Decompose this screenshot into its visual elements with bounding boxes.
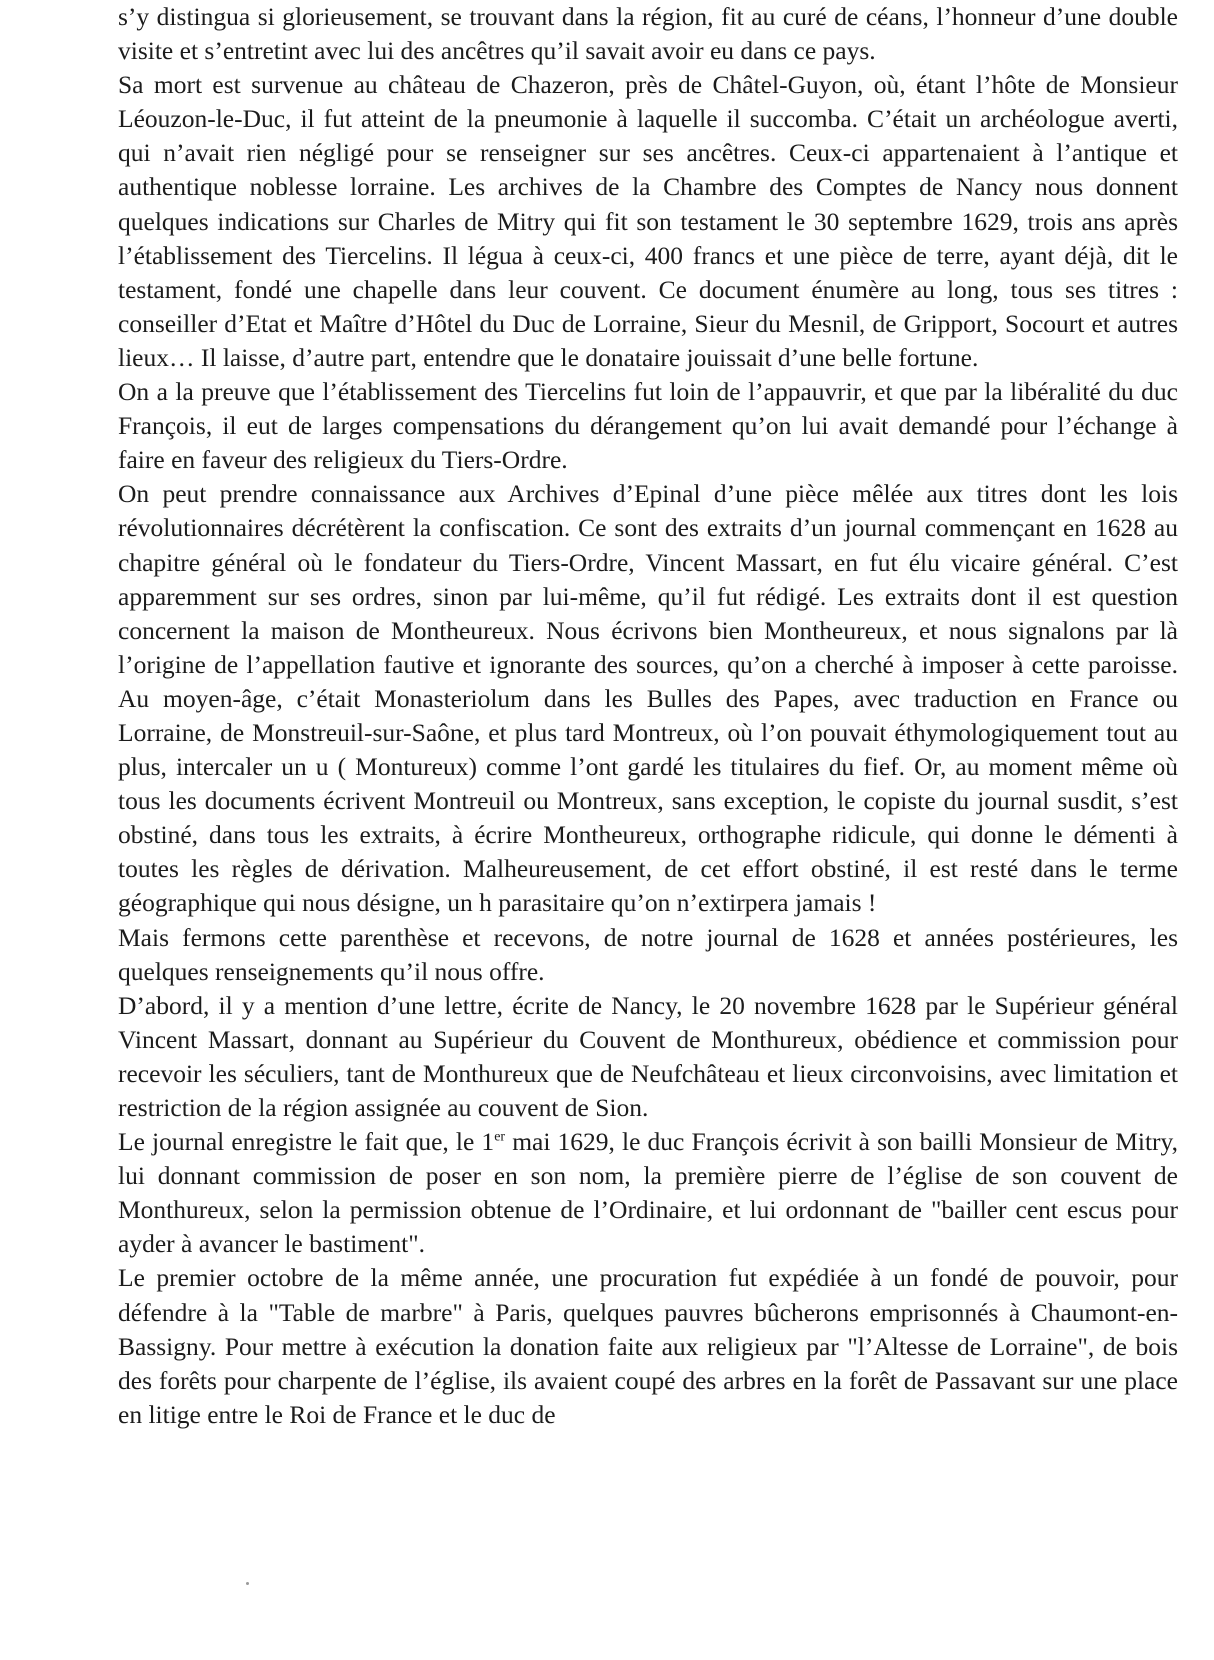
paragraph-3: On a la preuve que l’établissement des Tiercelins fut loin de l’appauvrir, et que par la libéralité du duc François, il eut de larges compensations du dérangement qu’on lui avait demandé pour l’échange à faire en faveur des religieux du Tiers-Ordre. <box>118 377 1178 475</box>
paragraph-1: s’y distingua si glorieusement, se trouvant dans la région, fit au curé de céans, l’honneur d’une double visite et s’entretint avec lui des ancêtres qu’il savait avoir eu dans ce pays. <box>118 2 1178 66</box>
paragraph-6: D’abord, il y a mention d’une lettre, écrite de Nancy, le 20 novembre 1628 par le Supérieur général Vincent Massart, donnant au Supérieur du Couvent de Monthureux, obédience et commission pour recevoir les séculiers, tant de Monthureux que de Neufchâteau et lieux circonvoisins, avec limitation et restriction de la région assignée au couvent de Sion. <box>118 990 1178 1122</box>
paragraph-4: On peut prendre connaissance aux Archives d’Epinal d’une pièce mêlée aux titres dont les lois révolutionnaires décrétèrent la confiscation. Ce sont des extraits d’un journal commençant en 1628 au chapitre général où le fondateur du Tiers-Ordre, Vincent Massart, en fut élu vicaire général. C’est apparemment sur ses ordres, sinon par lui-même, qu’il fut rédigé. Les extraits dont il est question concernent la maison de Montheureux. Nous écrivons bien Montheureux, et nous signalons par là l’origine de l’appellation fautive et ignorante des sources, qu’on a cherché à imposer à cette paroisse. Au moyen-âge, c’était Monasteriolum dans les Bulles des Papes, avec traduction en France ou Lorraine, de Monstreuil-sur-Saône, et plus tard Montreux, où l’on pouvait éthymologiquement tout au plus, intercaler un u ( Montureux) comme l’ont gardé les titulaires du fief. Or, au moment même où tous les documents écrivent Montreuil ou Montreux, sans exception, le copiste du journal susdit, s’est obstiné, dans tous les extraits, à écrire Montheureux, orthographe ridicule, qui donne le démenti à toutes les règles de dérivation. Malheureusement, de cet effort obstiné, il est resté dans le terme géographique qui nous désigne, un h parasitaire qu’on n’extirpera jamais ! <box>118 479 1178 918</box>
paragraph-7 <box>118 1125 1178 1261</box>
paragraph-7-end: mai 1629, le duc François écrivit à son bailli Monsieur de Mitry, lui donnant commission de poser en son nom, la première pierre de l’église de son couvent de Monthureux, selon la permission obtenue de l’Ordinaire, et lui ordonnant de "bailler cent escus pour ayder à avancer le bastiment". <box>118 1127 1178 1259</box>
scan-speck <box>246 1582 249 1585</box>
paragraph-8: Le premier octobre de la même année, une procuration fut expédiée à un fondé de pouvoir, pour défendre à la "Table de marbre" à Paris, quelques pauvres bûcherons emprisonnés à Chaumont-en-Bassigny. Pour mettre à exécution la donation faite aux religieux par "l’Altesse de Lorraine", de bois des forêts pour charpente de l’église, ils avaient coupé des arbres en la forêt de Passavant sur une place en litige entre le Roi de France et le duc de <box>118 1263 1178 1429</box>
paragraph-2: Sa mort est survenue au château de Chazeron, près de Châtel-Guyon, où, étant l’hôte de Monsieur Léouzon-le-Duc, il fut atteint de la pneumonie à laquelle il succomba. C’était un archéologue averti, qui n’avait rien négligé pour se renseigner sur ses ancêtres. Ceux-ci appartenaient à l’antique et authentique noblesse lorraine. Les archives de la Chambre des Comptes de Nancy nous donnent quelques indications sur Charles de Mitry qui fit son testament le 30 septembre 1629, trois ans après l’établissement des Tiercelins. Il légua à ceux-ci, 400 francs et une pièce de terre, ayant déjà, dit le testament, fondé une chapelle dans leur couvent. Ce document énumère au long, tous ses titres : conseiller d’Etat et Maître d’Hôtel du Duc de Lorraine, Sieur du Mesnil, de Gripport, Socourt et autres lieux… Il laisse, d’autre part, entendre que le donataire jouissait d’une belle fortune. <box>118 70 1178 372</box>
paragraph-7-start: Le journal enregistre le fait que, le 1 <box>118 1127 495 1157</box>
paragraph-5: Mais fermons cette parenthèse et recevons, de notre journal de 1628 et années postérieures, les quelques renseignements qu’il nous offre. <box>118 922 1178 986</box>
document-body <box>118 0 1178 1432</box>
ordinal-superscript: er <box>494 1129 506 1145</box>
